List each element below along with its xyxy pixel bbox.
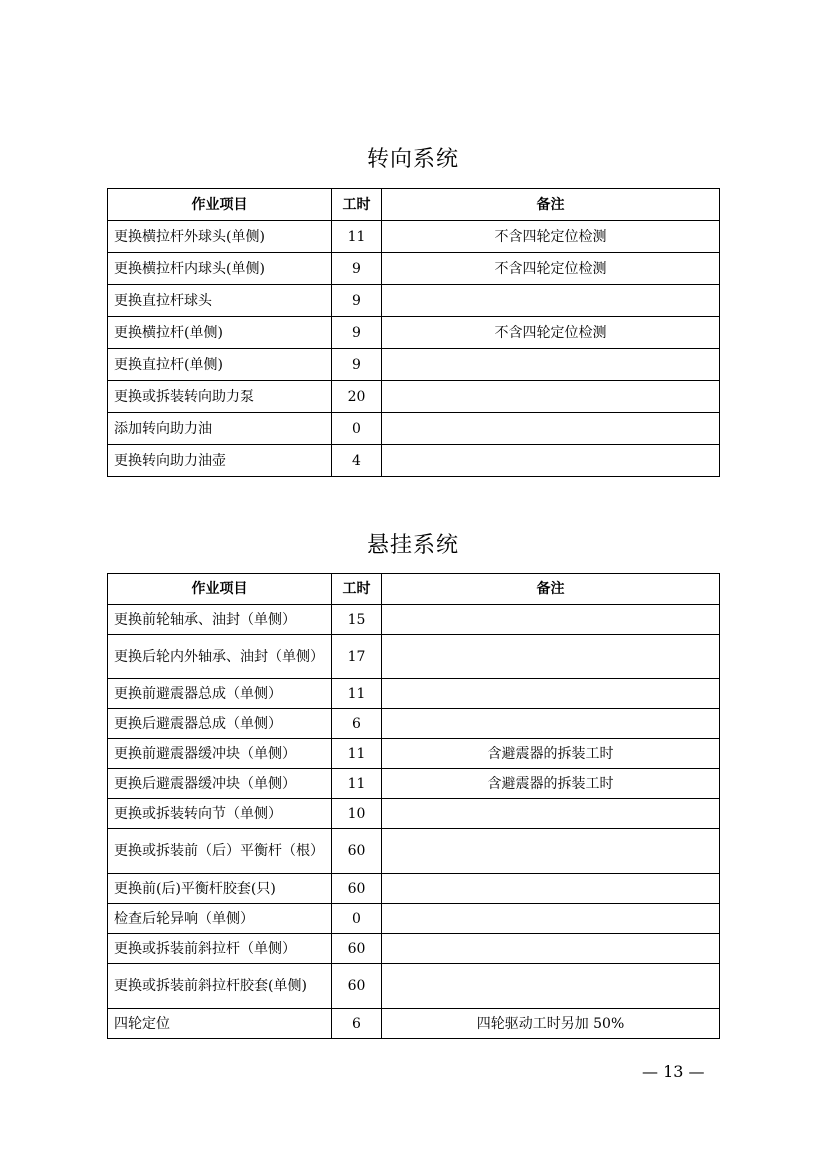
table-row [108,221,720,253]
row-note-cell [382,349,720,381]
row-note-cell: 不含四轮定位检测 [382,317,720,349]
row-note-cell [382,445,720,477]
row-hours-cell: 11 [332,739,382,769]
row-hours-cell: 60 [332,829,382,874]
row-note-cell: 不含四轮定位检测 [382,221,720,253]
row-note-cell: 不含四轮定位检测 [382,253,720,285]
row-item-cell: 四轮定位 [108,1009,332,1039]
row-hours-cell: 4 [332,445,382,477]
table-row [108,1009,720,1039]
row-hours-cell: 17 [332,635,382,679]
row-note-cell [382,381,720,413]
table-row [108,605,720,635]
table-row [108,349,720,381]
row-note-cell [382,964,720,1009]
row-item-cell: 更换前(后)平衡杆胶套(只) [108,874,332,904]
row-note-cell [382,934,720,964]
column-header-note: 备注 [382,189,720,221]
table-row [108,635,720,679]
row-hours-cell: 9 [332,317,382,349]
row-hours-cell: 9 [332,285,382,317]
row-note-cell [382,799,720,829]
row-hours-cell: 11 [332,221,382,253]
page-number: — 13 — [642,1062,705,1081]
row-hours-cell: 15 [332,605,382,635]
row-item-cell: 更换后轮内外轴承、油封（单侧） [108,635,332,679]
row-note-cell [382,635,720,679]
table-row [108,964,720,1009]
row-item-cell: 更换前避震器缓冲块（单侧） [108,739,332,769]
row-item-cell: 更换或拆装前斜拉杆胶套(单侧) [108,964,332,1009]
row-note-cell [382,904,720,934]
row-hours-cell: 9 [332,349,382,381]
row-item-cell: 更换或拆装前斜拉杆（单侧） [108,934,332,964]
row-item-cell: 更换前避震器总成（单侧） [108,679,332,709]
row-item-cell: 更换横拉杆外球头(单侧) [108,221,332,253]
row-hours-cell: 11 [332,769,382,799]
row-item-cell: 更换横拉杆(单侧) [108,317,332,349]
row-note-cell [382,605,720,635]
row-note-cell: 含避震器的拆装工时 [382,769,720,799]
table-row [108,413,720,445]
table-row [108,904,720,934]
suspension-table [107,573,720,1039]
table-row [108,799,720,829]
row-item-cell: 更换直拉杆(单侧) [108,349,332,381]
row-item-cell: 更换转向助力油壶 [108,445,332,477]
row-hours-cell: 6 [332,709,382,739]
row-hours-cell: 6 [332,1009,382,1039]
table-row [108,285,720,317]
row-note-cell: 四轮驱动工时另加 50% [382,1009,720,1039]
row-note-cell [382,285,720,317]
steering-section-title: 转向系统 [366,147,459,172]
row-note-cell [382,829,720,874]
row-item-cell: 更换或拆装转向助力泵 [108,381,332,413]
row-item-cell: 更换或拆装前（后）平衡杆（根） [108,829,332,874]
row-hours-cell: 0 [332,413,382,445]
row-item-cell: 检查后轮异响（单侧） [108,904,332,934]
row-hours-cell: 20 [332,381,382,413]
row-hours-cell: 11 [332,679,382,709]
row-hours-cell: 60 [332,874,382,904]
column-header-hours: 工时 [332,574,382,605]
table-row [108,709,720,739]
row-hours-cell: 60 [332,964,382,1009]
table-row [108,829,720,874]
row-note-cell [382,679,720,709]
column-header-hours: 工时 [332,189,382,221]
table-row [108,253,720,285]
table-row [108,381,720,413]
row-item-cell: 添加转向助力油 [108,413,332,445]
row-item-cell: 更换后避震器缓冲块（单侧） [108,769,332,799]
row-hours-cell: 60 [332,934,382,964]
column-header-item: 作业项目 [108,189,332,221]
row-note-cell: 含避震器的拆装工时 [382,739,720,769]
row-hours-cell: 9 [332,253,382,285]
row-note-cell [382,874,720,904]
column-header-note: 备注 [382,574,720,605]
row-hours-cell: 0 [332,904,382,934]
table-row [108,445,720,477]
row-item-cell: 更换前轮轴承、油封（单侧） [108,605,332,635]
row-item-cell: 更换直拉杆球头 [108,285,332,317]
table-row [108,739,720,769]
column-header-item: 作业项目 [108,574,332,605]
row-item-cell: 更换或拆装转向节（单侧） [108,799,332,829]
table-row [108,679,720,709]
table-row [108,934,720,964]
table-row [108,317,720,349]
table-row [108,769,720,799]
table-row [108,874,720,904]
steering-table [107,188,720,477]
row-item-cell: 更换后避震器总成（单侧） [108,709,332,739]
row-hours-cell: 10 [332,799,382,829]
row-item-cell: 更换横拉杆内球头(单侧) [108,253,332,285]
row-note-cell [382,413,720,445]
row-note-cell [382,709,720,739]
suspension-section-title: 悬挂系统 [366,533,459,558]
